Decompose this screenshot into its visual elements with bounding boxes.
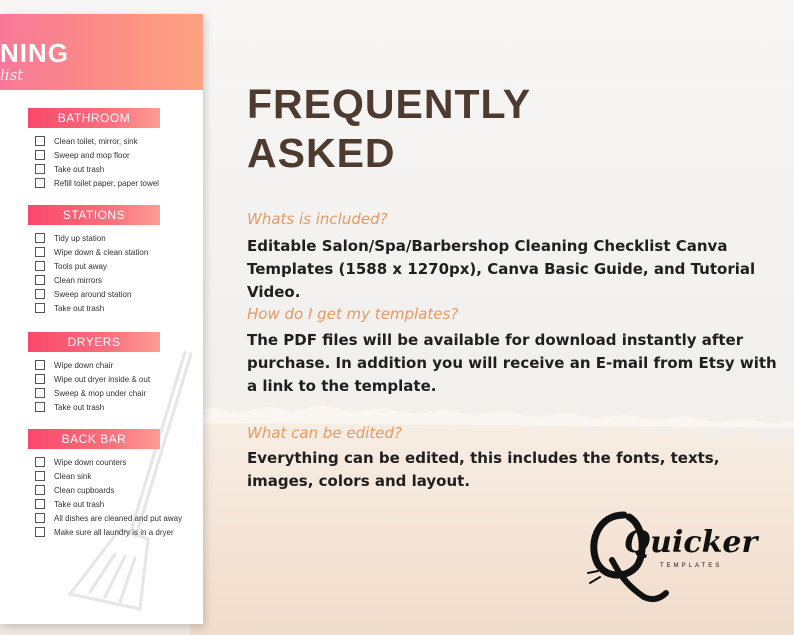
checklist-item [35,525,193,539]
checklist-item [35,245,193,259]
checklist-item [35,455,193,469]
checkbox[interactable] [35,150,45,160]
checklist-item [35,372,193,386]
checklist-item-label: Wipe down chair [54,360,114,370]
checklist-item-label: Refill toilet paper, paper towel [54,178,159,188]
checklist-item-label: Sweep and mop floor [54,150,130,160]
checklist-item-label: Take out trash [54,164,105,174]
checklist-item-label: Take out trash [54,402,105,412]
quicker-templates-logo [584,505,758,605]
checkbox[interactable] [35,275,45,285]
checklist-item-label: Clean cupboards [54,485,115,495]
checklist-item-label: Clean mirrors [54,275,103,285]
logo-subtitle: TEMPLATES [660,563,723,569]
checklist-item [35,259,193,273]
checklist-item-label: Tidy up station [54,233,106,243]
section-dryers [28,332,193,414]
checklist-item-label: Wipe out dryer inside & out [54,374,151,384]
checklist-item-label: Wipe down & clean station [54,247,149,257]
checkbox[interactable] [35,303,45,313]
faq-question-3: What can be edited? [247,424,402,442]
faq-answer-1: Editable Salon/Spa/Barbershop Cleaning Checklist Canva Templates (1588 x 1270px), Canva Basic Guide, and Tutorial Video. [247,237,756,301]
checklist-item-label: Take out trash [54,303,105,313]
checklist-item-label: Clean sink [54,471,92,481]
checkbox[interactable] [35,233,45,243]
checklist-item-label: Wipe down counters [54,457,127,467]
faq-heading-line-1: FREQUENTLY [247,81,532,127]
card-subtitle-script: list [0,66,24,84]
checkbox[interactable] [35,360,45,370]
checklist-item [35,358,193,372]
checkbox[interactable] [35,471,45,481]
checklist-item [35,400,193,414]
section-stations [28,205,193,315]
checklist-item [35,386,193,400]
checkbox[interactable] [35,499,45,509]
checklist-item-label: Make sure all laundry is in a dryer [54,527,174,537]
checklist-preview-card [0,14,203,624]
checklist-item-label: All dishes are cleaned and put away [54,513,183,523]
checklist-item [35,176,193,190]
checkbox[interactable] [35,247,45,257]
checkbox[interactable] [35,485,45,495]
checkbox[interactable] [35,178,45,188]
checkbox[interactable] [35,513,45,523]
checkbox[interactable] [35,402,45,412]
checklist-item [35,469,193,483]
checkbox[interactable] [35,374,45,384]
checkbox[interactable] [35,388,45,398]
checklist-item-label: Clean toilet, mirror, sink [54,136,138,146]
checkbox[interactable] [35,261,45,271]
section-heading: BATHROOM [28,108,160,128]
faq-question-1: Whats is included? [247,210,388,228]
checklist-item [35,483,193,497]
checklist-item [35,301,193,315]
section-heading: STATIONS [28,205,160,225]
section-heading: DRYERS [28,332,160,352]
checkbox[interactable] [35,164,45,174]
checklist-item-label: Tools put away [54,261,107,271]
section-heading: BACK BAR [28,429,160,449]
faq-heading-line-2: ASKED [247,130,396,176]
checkbox[interactable] [35,289,45,299]
checklist-item [35,231,193,245]
checklist-item [35,162,193,176]
logo-name: Quicker [624,525,758,560]
faq-heading [247,80,531,178]
checkbox[interactable] [35,457,45,467]
checklist-item [35,511,193,525]
faq-answer-2: The PDF files will be available for download instantly after purchase. In addition you will receive an E-mail from Etsy with a link to the template. [247,331,777,395]
checklist-item-label: Take out trash [54,499,105,509]
faq-answer-3: Everything can be edited, this includes the fonts, texts, images, colors and layout. [247,449,720,490]
checklist-item [35,134,193,148]
checklist-item-label: Sweep around station [54,289,132,299]
card-header [0,14,203,90]
checklist-item [35,273,193,287]
checkbox[interactable] [35,136,45,146]
checklist-item [35,497,193,511]
section-bathroom [28,108,193,190]
checklist-item [35,148,193,162]
checklist-item [35,287,193,301]
faq-question-2: How do I get my templates? [247,305,459,323]
checklist-item-label: Sweep & mop under chair [54,388,147,398]
checkbox[interactable] [35,527,45,537]
section-back-bar [28,429,193,539]
card-title: NING [0,38,69,68]
